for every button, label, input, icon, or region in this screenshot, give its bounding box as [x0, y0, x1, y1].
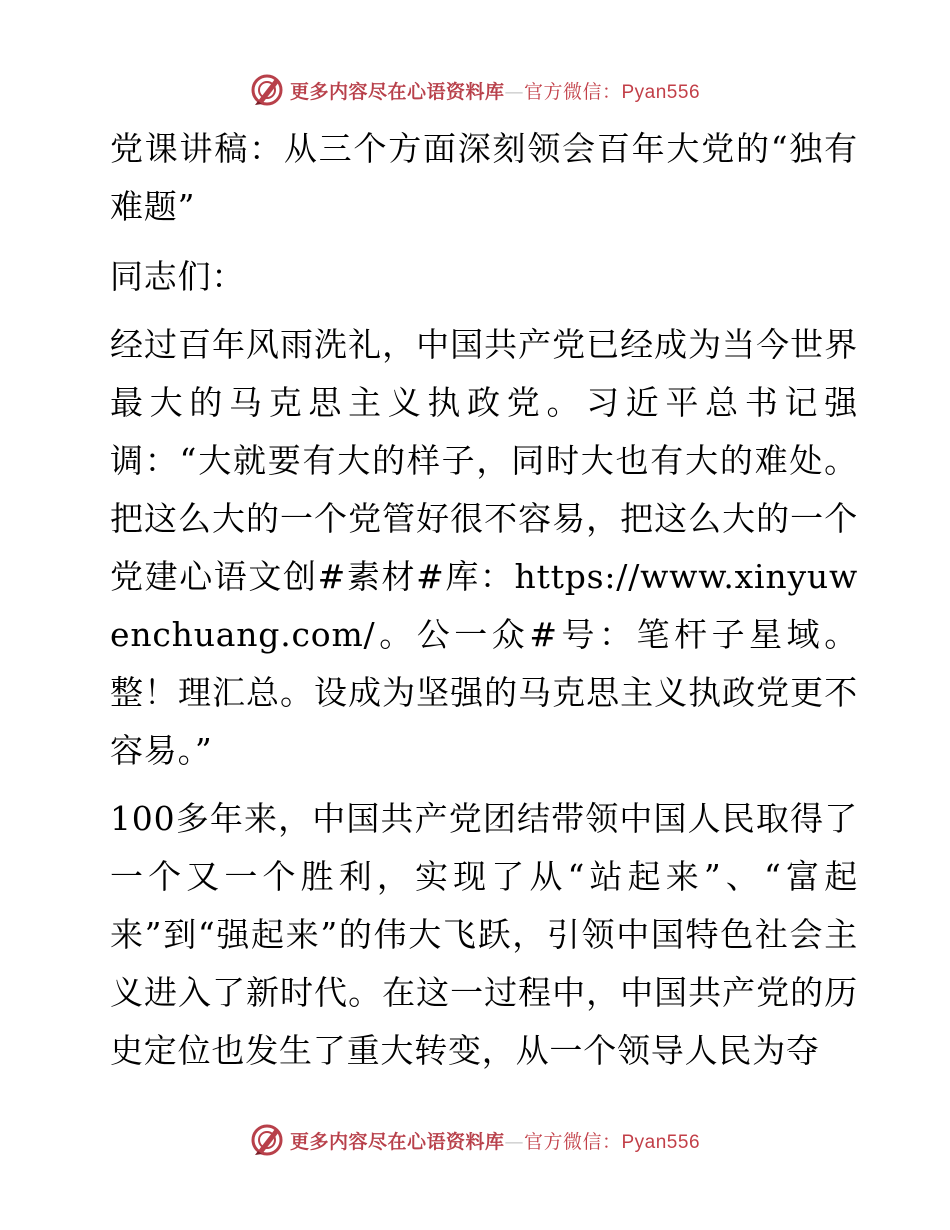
banner-wechat-label: 官方微信： [523, 1130, 622, 1153]
paragraph-1: 经过百年风雨洗礼，中国共产党已经成为当今世界最大的马克思主义执政党。习近平总书记强调：“大就要有大的样子，同时大也有大的难处。把这么大的一个党管好很不容易，把这么大的一个党建心语文创#素材#库：https://www.xinyuwenchuang.com/。公一众#号：笔杆子星域。整！理汇总。设成为坚强的马克思主义执政党更不容易。” [110, 325, 858, 770]
document-body [98, 120, 858, 1090]
banner-main-text: 更多内容尽在心语资料库 [289, 80, 505, 103]
banner-dash: — [504, 80, 524, 103]
greeting: 同志们： [110, 257, 246, 296]
banner-text [290, 77, 700, 104]
banner-dash: — [504, 1130, 524, 1153]
banner-wechat-id: Pyan556 [621, 81, 701, 103]
pen-logo-icon [250, 73, 284, 107]
paragraph-2: 100多年来，中国共产党团结带领中国人民取得了一个又一个胜利，实现了从“站起来”、“富起来”到“强起来”的伟大飞跃，引领中国特色社会主义进入了新时代。在这一过程中，中国共产党的历史定位也发生了重大转变，从一个领导人民为夺 [110, 799, 858, 1070]
banner-wechat-label: 官方微信： [523, 80, 622, 103]
document-title: 党课讲稿：从三个方面深刻领会百年大党的“独有难题” [110, 129, 858, 226]
pen-logo-icon [250, 1123, 284, 1157]
header-watermark-banner [0, 70, 950, 110]
footer-watermark-banner [0, 1120, 950, 1160]
banner-text [290, 1127, 700, 1154]
banner-wechat-id: Pyan556 [621, 1131, 701, 1153]
banner-main-text: 更多内容尽在心语资料库 [289, 1130, 505, 1153]
